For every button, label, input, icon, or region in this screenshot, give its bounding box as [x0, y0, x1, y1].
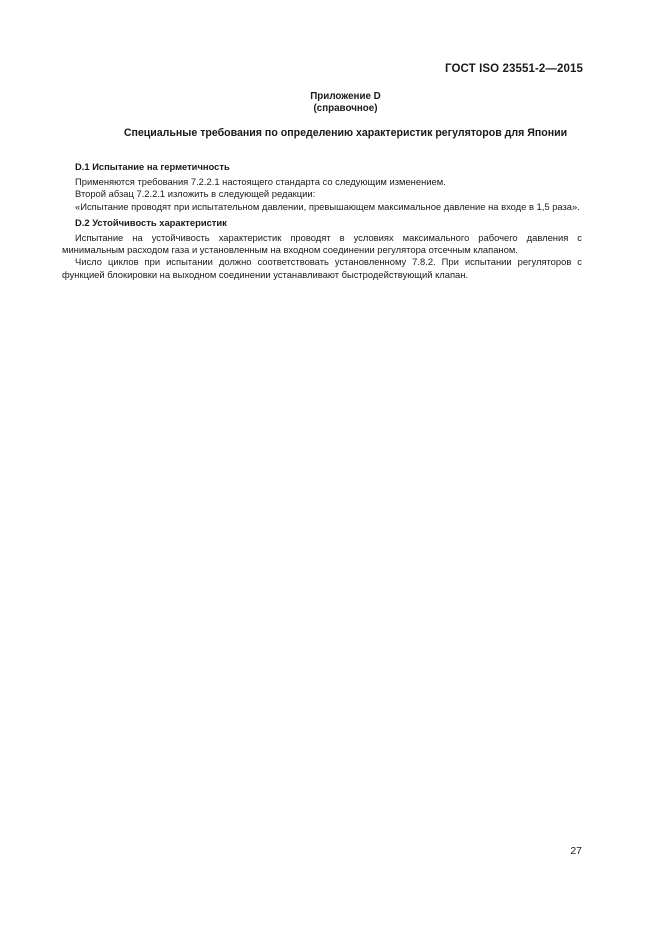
- paragraph: Испытание на устойчивость характеристик проводят в условиях максимального рабочего давления с минимальным расходом газа и установленным на входном соединении регулятора отсечным клапаном.: [62, 232, 582, 256]
- paragraph: Применяются требования 7.2.2.1 настоящего стандарта со следующим изменением.: [75, 176, 446, 188]
- annex-label: Приложение D: [310, 91, 381, 102]
- section-d2: [62, 217, 582, 281]
- annex-title: [0, 127, 661, 139]
- paragraph: Второй абзац 7.2.2.1 изложить в следующей редакции:: [75, 188, 316, 200]
- paragraph: Число циклов при испытании должно соответствовать установленному 7.8.2. При испытании регуляторов с функцией блокировки на выходном соединении устанавливают быстродействующий клапан.: [62, 256, 582, 280]
- section-d1: [62, 161, 582, 213]
- annex-title-text: Специальные требования по определению характеристик регуляторов для Японии: [123, 127, 568, 139]
- page-number: 27: [570, 845, 582, 857]
- section-heading: D.1 Испытание на герметичность: [75, 161, 230, 172]
- paragraph: «Испытание проводят при испытательном давлении, превышающем максимальное давление на входе в 1,5 раза».: [75, 200, 580, 212]
- standard-number: ГОСТ ISO 23551-2—2015: [445, 63, 583, 75]
- annex-body: [62, 161, 582, 281]
- annex-status: (справочное): [313, 103, 378, 114]
- annex-heading: [0, 91, 661, 115]
- section-heading: D.2 Устойчивость характеристик: [75, 216, 227, 228]
